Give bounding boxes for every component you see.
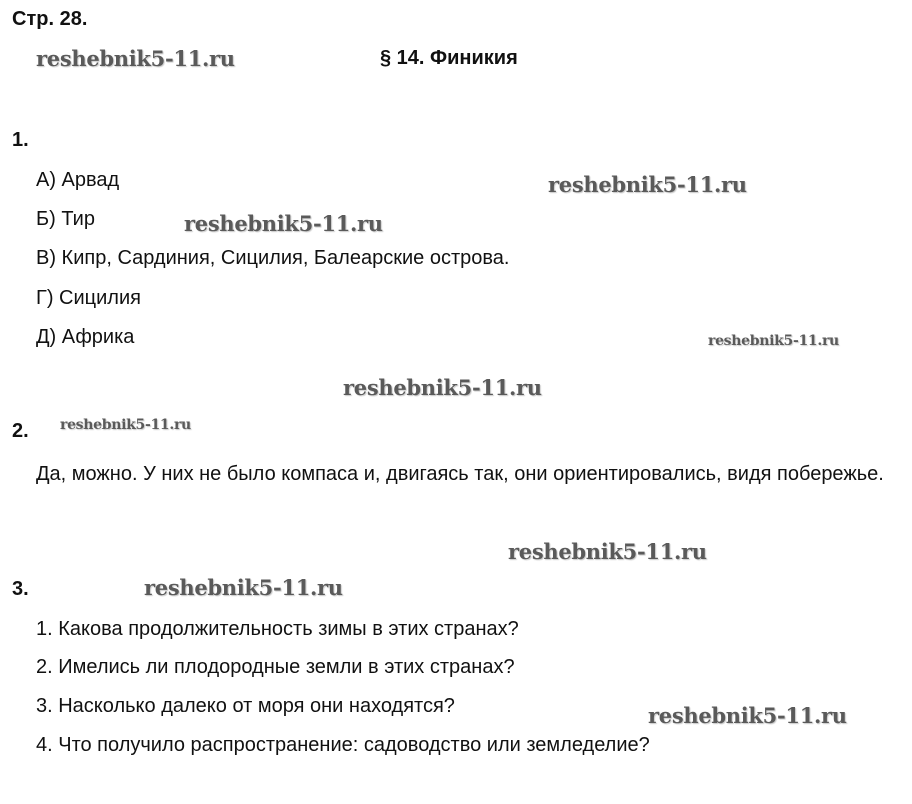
task-1-answer-d: Д) Африка	[36, 326, 135, 348]
task-3-number: 3.	[12, 578, 29, 600]
watermark: reshebnik5-11.ru	[648, 703, 847, 728]
watermark: reshebnik5-11.ru	[508, 539, 707, 564]
task-3-question-2: 2. Имелись ли плодородные земли в этих странах?	[36, 656, 515, 678]
task-1-answer-a: А) Арвад	[36, 169, 120, 191]
task-2-answer-text: Да, можно. У них не было компаса и, двигаясь так, они ориентировались, видя побережье.	[36, 463, 884, 485]
page-title: § 14. Финикия	[380, 47, 518, 69]
watermark: reshebnik5-11.ru	[144, 575, 343, 600]
task-3-question-1: 1. Какова продолжительность зимы в этих странах?	[36, 618, 519, 640]
task-1-answer-b: Б) Тир	[36, 208, 95, 230]
watermark: reshebnik5-11.ru	[548, 172, 747, 197]
watermark: reshebnik5-11.ru	[60, 417, 191, 433]
task-2-number: 2.	[12, 420, 29, 442]
task-3-question-4: 4. Что получило распространение: садоводство или земледелие?	[36, 734, 650, 756]
task-1-answer-v: В) Кипр, Сардиния, Сицилия, Балеарские острова.	[36, 247, 510, 269]
task-1-answer-g: Г) Сицилия	[36, 287, 141, 309]
page-number: Стр. 28.	[12, 8, 88, 30]
task-1-number: 1.	[12, 129, 29, 151]
watermark: reshebnik5-11.ru	[708, 333, 839, 349]
watermark: reshebnik5-11.ru	[343, 375, 542, 400]
watermark: reshebnik5-11.ru	[36, 46, 235, 71]
watermark: reshebnik5-11.ru	[184, 211, 383, 236]
task-3-question-3: 3. Насколько далеко от моря они находятся?	[36, 695, 455, 717]
